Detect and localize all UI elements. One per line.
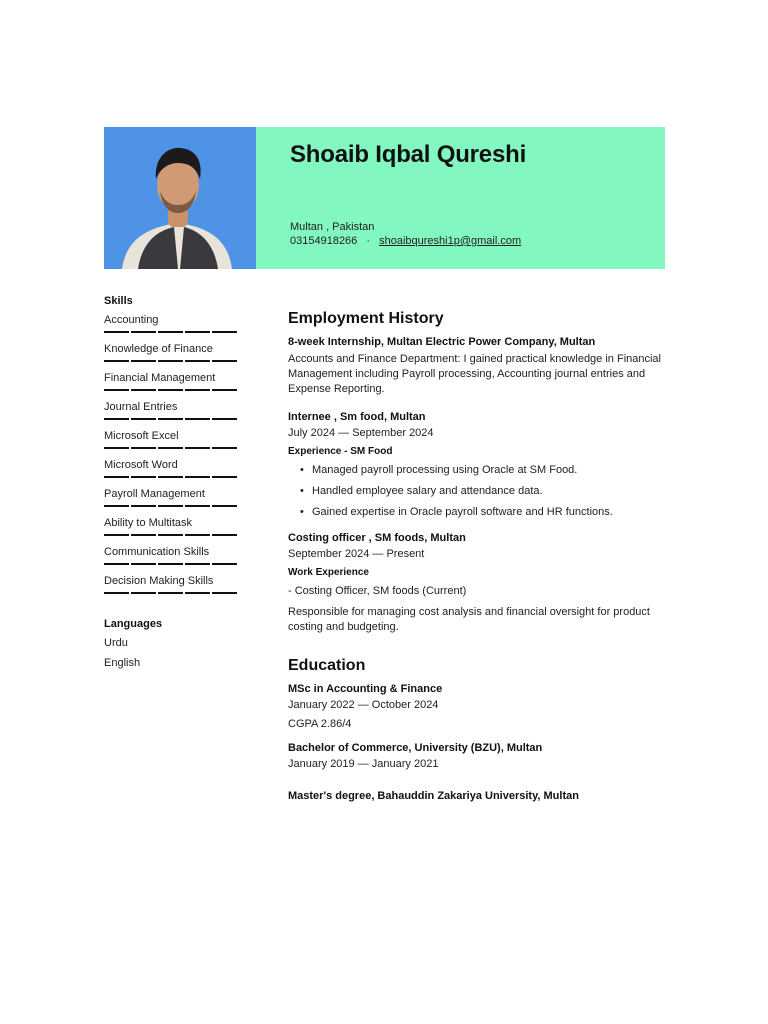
language-item: Urdu — [104, 637, 128, 649]
skill-item — [104, 516, 238, 545]
skill-level-segment — [212, 418, 237, 420]
skill-item — [104, 545, 238, 574]
education-dates: January 2022 — October 2024 — [288, 699, 439, 711]
skill-name: Journal Entries — [104, 401, 178, 413]
skill-item — [104, 487, 238, 516]
skill-level-segment — [158, 505, 183, 507]
skill-level-segment — [212, 360, 237, 362]
skill-level-bar — [104, 505, 238, 507]
skill-level-segment — [185, 534, 210, 536]
skill-level-bar — [104, 418, 238, 420]
skill-item — [104, 458, 238, 487]
email-link[interactable]: shoaibqureshi1p@gmail.com — [379, 235, 522, 247]
job-bullets — [288, 463, 668, 519]
skill-level-bar — [104, 331, 238, 333]
skill-level-bar — [104, 563, 238, 565]
skill-name: Decision Making Skills — [104, 575, 214, 587]
skill-level-segment — [212, 389, 237, 391]
skill-level-segment — [158, 476, 183, 478]
skill-name: Knowledge of Finance — [104, 343, 213, 355]
skill-level-segment — [158, 534, 183, 536]
languages-list — [104, 636, 238, 670]
skill-level-segment — [104, 331, 129, 333]
main-content — [288, 310, 668, 806]
skill-level-segment — [131, 418, 156, 420]
degree-title: Master's degree, Bahauddin Zakariya University, Multan — [288, 790, 579, 802]
skill-item — [104, 371, 238, 400]
degree-title: MSc in Accounting & Finance — [288, 683, 443, 695]
bullet-item: • Gained expertise in Oracle payroll software and HR functions. — [300, 505, 668, 519]
job-title: 8-week Internship, Multan Electric Power Company, Multan — [288, 336, 596, 348]
candidate-name: Shoaib Iqbal Qureshi — [290, 141, 527, 168]
education-heading: Education — [288, 657, 366, 674]
job-description: Responsible for managing cost analysis and financial oversight for product costing and budgeting. — [288, 606, 650, 633]
skill-level-segment — [185, 505, 210, 507]
skill-name: Microsoft Word — [104, 459, 178, 471]
skill-level-bar — [104, 360, 238, 362]
skill-level-segment — [131, 592, 156, 594]
job-title: Internee , Sm food, Multan — [288, 411, 426, 423]
skill-level-segment — [212, 534, 237, 536]
education-dates: January 2019 — January 2021 — [288, 758, 439, 770]
skill-level-segment — [185, 418, 210, 420]
skill-level-segment — [185, 331, 210, 333]
job-entry — [288, 411, 668, 519]
bullet-item: • Handled employee salary and attendance data. — [300, 484, 668, 498]
skill-level-bar — [104, 476, 238, 478]
skill-level-segment — [158, 447, 183, 449]
skill-level-segment — [104, 563, 129, 565]
skill-name: Accounting — [104, 314, 159, 326]
skill-level-segment — [104, 360, 129, 362]
skill-level-segment — [185, 389, 210, 391]
degree-title: Bachelor of Commerce, University (BZU), Multan — [288, 742, 543, 754]
skill-name: Ability to Multitask — [104, 517, 193, 529]
skill-level-bar — [104, 534, 238, 536]
skill-level-segment — [104, 505, 129, 507]
resume-header — [104, 127, 665, 269]
skill-level-segment — [131, 505, 156, 507]
languages-heading: Languages — [104, 618, 163, 630]
education-note: CGPA 2.86/4 — [288, 718, 352, 730]
skill-level-segment — [185, 360, 210, 362]
skill-item — [104, 342, 238, 371]
education-entry — [288, 790, 668, 802]
skill-level-segment — [104, 592, 129, 594]
skill-level-segment — [131, 476, 156, 478]
skill-level-segment — [212, 505, 237, 507]
skill-item — [104, 429, 238, 458]
skill-level-segment — [185, 592, 210, 594]
contact-line — [290, 235, 521, 247]
education-entry — [288, 683, 668, 730]
skill-level-segment — [212, 476, 237, 478]
skill-item — [104, 313, 238, 342]
skill-name: Communication Skills — [104, 546, 210, 558]
location-text: Multan , Pakistan — [290, 221, 375, 233]
bullet-item: • Managed payroll processing using Oracle at SM Food. — [300, 463, 668, 477]
skill-level-segment — [131, 534, 156, 536]
skill-level-segment — [212, 331, 237, 333]
skill-item — [104, 574, 238, 603]
skill-level-segment — [131, 563, 156, 565]
skill-level-bar — [104, 389, 238, 391]
skill-level-segment — [158, 331, 183, 333]
skills-heading: Skills — [104, 295, 133, 307]
employment-heading: Employment History — [288, 310, 444, 327]
skill-item — [104, 400, 238, 429]
person-avatar-icon — [104, 127, 256, 269]
skill-level-segment — [131, 389, 156, 391]
skill-level-segment — [185, 476, 210, 478]
skill-name: Financial Management — [104, 372, 216, 384]
skill-level-segment — [131, 331, 156, 333]
job-subheading: Work Experience — [288, 567, 369, 578]
skills-list — [104, 313, 238, 603]
job-entry — [288, 336, 668, 397]
language-item: English — [104, 657, 141, 669]
sidebar — [104, 295, 238, 676]
skill-level-segment — [212, 447, 237, 449]
skill-level-segment — [158, 418, 183, 420]
skill-level-segment — [131, 360, 156, 362]
skill-level-segment — [158, 360, 183, 362]
job-subheading: Experience - SM Food — [288, 446, 393, 457]
skill-level-bar — [104, 447, 238, 449]
skill-level-segment — [104, 418, 129, 420]
profile-photo — [104, 127, 256, 269]
job-role-line: - Costing Officer, SM foods (Current) — [288, 585, 467, 597]
phone-number: 03154918266 — [290, 235, 358, 247]
contact-separator: · — [366, 235, 371, 247]
skill-level-segment — [104, 447, 129, 449]
skill-level-segment — [104, 389, 129, 391]
job-description: Accounts and Finance Department: I gained practical knowledge in Financial Management including Payroll processing, Accounting journal entries and Expense Reporting. — [288, 353, 661, 395]
skill-level-segment — [212, 563, 237, 565]
job-entry — [288, 532, 668, 635]
skill-name: Microsoft Excel — [104, 430, 179, 442]
skill-level-segment — [158, 563, 183, 565]
skill-name: Payroll Management — [104, 488, 205, 500]
skill-level-segment — [131, 447, 156, 449]
skill-level-segment — [104, 476, 129, 478]
education-entry — [288, 742, 668, 770]
skill-level-segment — [212, 592, 237, 594]
job-dates: September 2024 — Present — [288, 548, 425, 560]
job-dates: July 2024 — September 2024 — [288, 427, 434, 439]
skill-level-segment — [104, 534, 129, 536]
skill-level-segment — [185, 447, 210, 449]
job-title: Costing officer , SM foods, Multan — [288, 532, 466, 544]
skill-level-segment — [185, 563, 210, 565]
skill-level-bar — [104, 592, 238, 594]
header-info-panel — [256, 127, 665, 269]
skill-level-segment — [158, 389, 183, 391]
skill-level-segment — [158, 592, 183, 594]
